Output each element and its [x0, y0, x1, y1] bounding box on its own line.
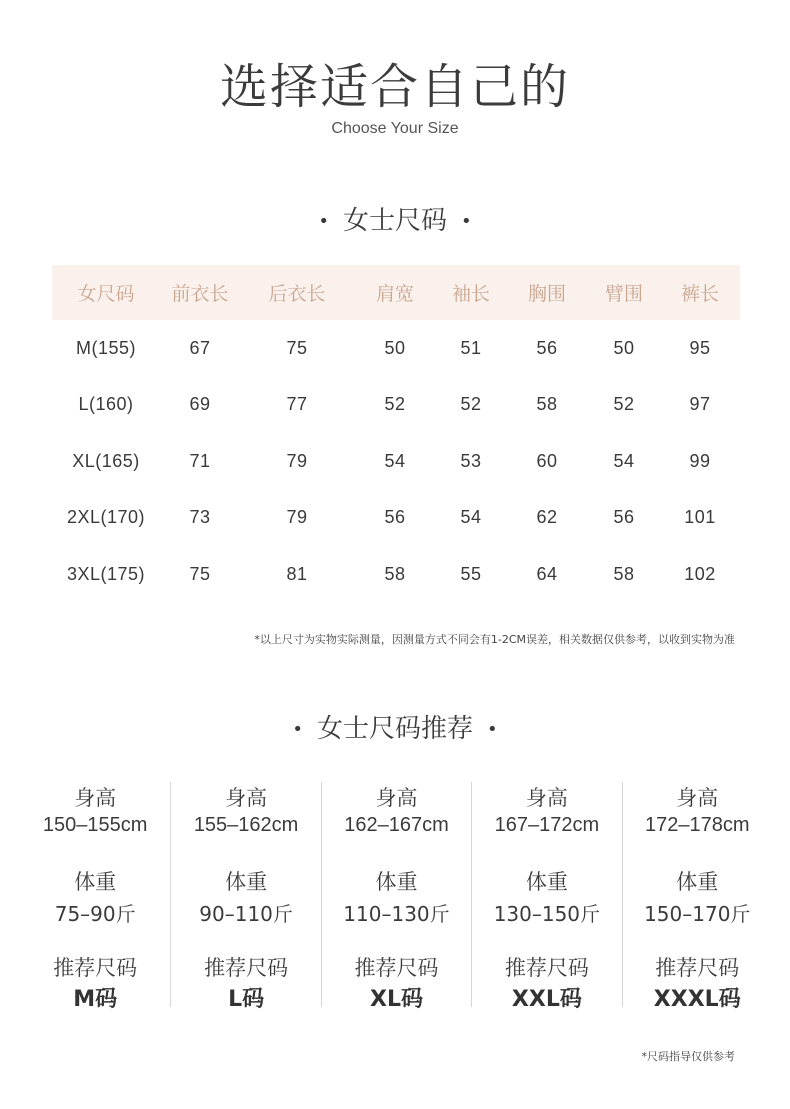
size-label: 推荐尺码 — [504, 956, 589, 980]
page-subtitle: Choose Your Size — [331, 120, 459, 137]
table-cell: 56 — [384, 507, 406, 528]
weight-value: 90–110斤 — [199, 902, 293, 926]
height-label: 身高 — [525, 786, 568, 810]
recommend-column — [20, 782, 170, 1012]
table-cell: 52 — [384, 394, 406, 415]
table-cell: 58 — [613, 563, 635, 584]
size-section-title — [0, 200, 790, 237]
table-cell: 50 — [613, 337, 635, 358]
table-cell: XL(165) — [72, 450, 140, 471]
size-label: 推荐尺码 — [204, 956, 289, 980]
weight-value: 130–150斤 — [493, 902, 601, 926]
size-label: 推荐尺码 — [53, 956, 138, 980]
table-cell: 99 — [689, 450, 711, 471]
column-header: 裤长 — [680, 283, 719, 305]
weight-value: 75–90斤 — [54, 902, 136, 926]
table-cell: 3XL(175) — [66, 563, 146, 584]
table-cell: 73 — [189, 507, 211, 528]
table-cell: 79 — [286, 450, 308, 471]
bullet-icon: • — [292, 719, 303, 740]
size-label: 推荐尺码 — [354, 956, 439, 980]
table-cell: 75 — [189, 563, 211, 584]
column-header: 肩宽 — [375, 283, 414, 305]
recommend-column — [321, 782, 471, 1012]
size-value: M码 — [73, 987, 118, 1012]
table-cell: 69 — [189, 394, 211, 415]
table-row — [52, 546, 740, 603]
table-cell: 56 — [613, 507, 635, 528]
table-cell: 62 — [536, 507, 558, 528]
table-cell: 50 — [384, 337, 406, 358]
size-table — [52, 265, 740, 603]
table-cell: 71 — [189, 450, 211, 471]
column-header: 臂围 — [604, 283, 643, 305]
recommend-section-title — [0, 708, 790, 745]
table-row — [52, 433, 740, 490]
table-cell: 102 — [684, 563, 716, 584]
height-label: 身高 — [375, 786, 418, 810]
size-value: XXL码 — [511, 987, 582, 1012]
size-section-title-text: 女士尺码 — [342, 206, 447, 236]
table-cell: 54 — [460, 507, 482, 528]
weight-label: 体重 — [676, 870, 719, 894]
column-header: 女尺码 — [77, 283, 135, 305]
height-value: 155–162cm — [193, 814, 299, 836]
column-header: 前衣长 — [171, 283, 229, 305]
table-cell: L(160) — [78, 394, 134, 415]
table-cell: 75 — [286, 337, 308, 358]
weight-value: 110–130斤 — [343, 902, 450, 926]
table-row — [52, 320, 740, 377]
table-row — [52, 377, 740, 434]
weight-label: 体重 — [525, 870, 568, 894]
table-cell: 52 — [460, 394, 482, 415]
table-cell: 101 — [684, 507, 716, 528]
height-label: 身高 — [225, 786, 268, 810]
height-value: 150–155cm — [42, 814, 148, 836]
page-title: 选择适合自己的 — [219, 59, 570, 115]
table-cell: 77 — [286, 394, 308, 415]
column-header: 后衣长 — [268, 283, 326, 305]
height-value: 167–172cm — [494, 814, 600, 836]
column-header: 袖长 — [451, 283, 490, 305]
height-value: 162–167cm — [344, 814, 449, 836]
table-cell: 2XL(170) — [66, 507, 146, 528]
table-cell: 51 — [460, 337, 482, 358]
table-cell: 54 — [384, 450, 406, 471]
table-row — [52, 490, 740, 547]
table-cell: 54 — [613, 450, 635, 471]
recommend-grid — [20, 782, 772, 1012]
table-cell: 55 — [460, 563, 482, 584]
table-cell: 52 — [613, 394, 635, 415]
table-cell: 79 — [286, 507, 308, 528]
recommend-column — [471, 782, 621, 1012]
table-cell: 97 — [689, 394, 711, 415]
recommend-column — [170, 782, 320, 1012]
table-cell: 95 — [689, 337, 711, 358]
weight-label: 体重 — [74, 870, 117, 894]
table-cell: 64 — [536, 563, 558, 584]
recommend-column — [622, 782, 772, 1012]
weight-label: 体重 — [225, 870, 268, 894]
table-cell: M(155) — [75, 337, 136, 358]
weight-label: 体重 — [375, 870, 418, 894]
weight-value: 150–170斤 — [644, 902, 751, 926]
height-label: 身高 — [676, 786, 719, 810]
bullet-icon: • — [318, 211, 329, 232]
bullet-icon: • — [461, 211, 472, 232]
measurement-note: *以上尺寸为实物实际测量，因测量方式不同会有1-2CM误差，相关数据仅供参考，以收到实物为准 — [254, 633, 735, 646]
bullet-icon: • — [487, 719, 498, 740]
size-value: XL码 — [369, 987, 423, 1012]
size-label: 推荐尺码 — [655, 956, 740, 980]
table-header — [52, 265, 740, 320]
table-cell: 67 — [189, 337, 211, 358]
table-cell: 60 — [536, 450, 558, 471]
size-value: L码 — [228, 987, 265, 1012]
size-value: XXXL码 — [653, 987, 741, 1012]
table-cell: 58 — [384, 563, 406, 584]
column-header: 胸围 — [527, 283, 566, 305]
table-cell: 53 — [460, 450, 482, 471]
height-value: 172–178cm — [644, 814, 750, 836]
recommend-section-title-text: 女士尺码推荐 — [316, 714, 473, 744]
table-cell: 81 — [286, 563, 308, 584]
guide-note: *尺码指导仅供参考 — [641, 1050, 735, 1063]
table-cell: 56 — [536, 337, 558, 358]
table-cell: 58 — [536, 394, 558, 415]
height-label: 身高 — [74, 786, 117, 810]
